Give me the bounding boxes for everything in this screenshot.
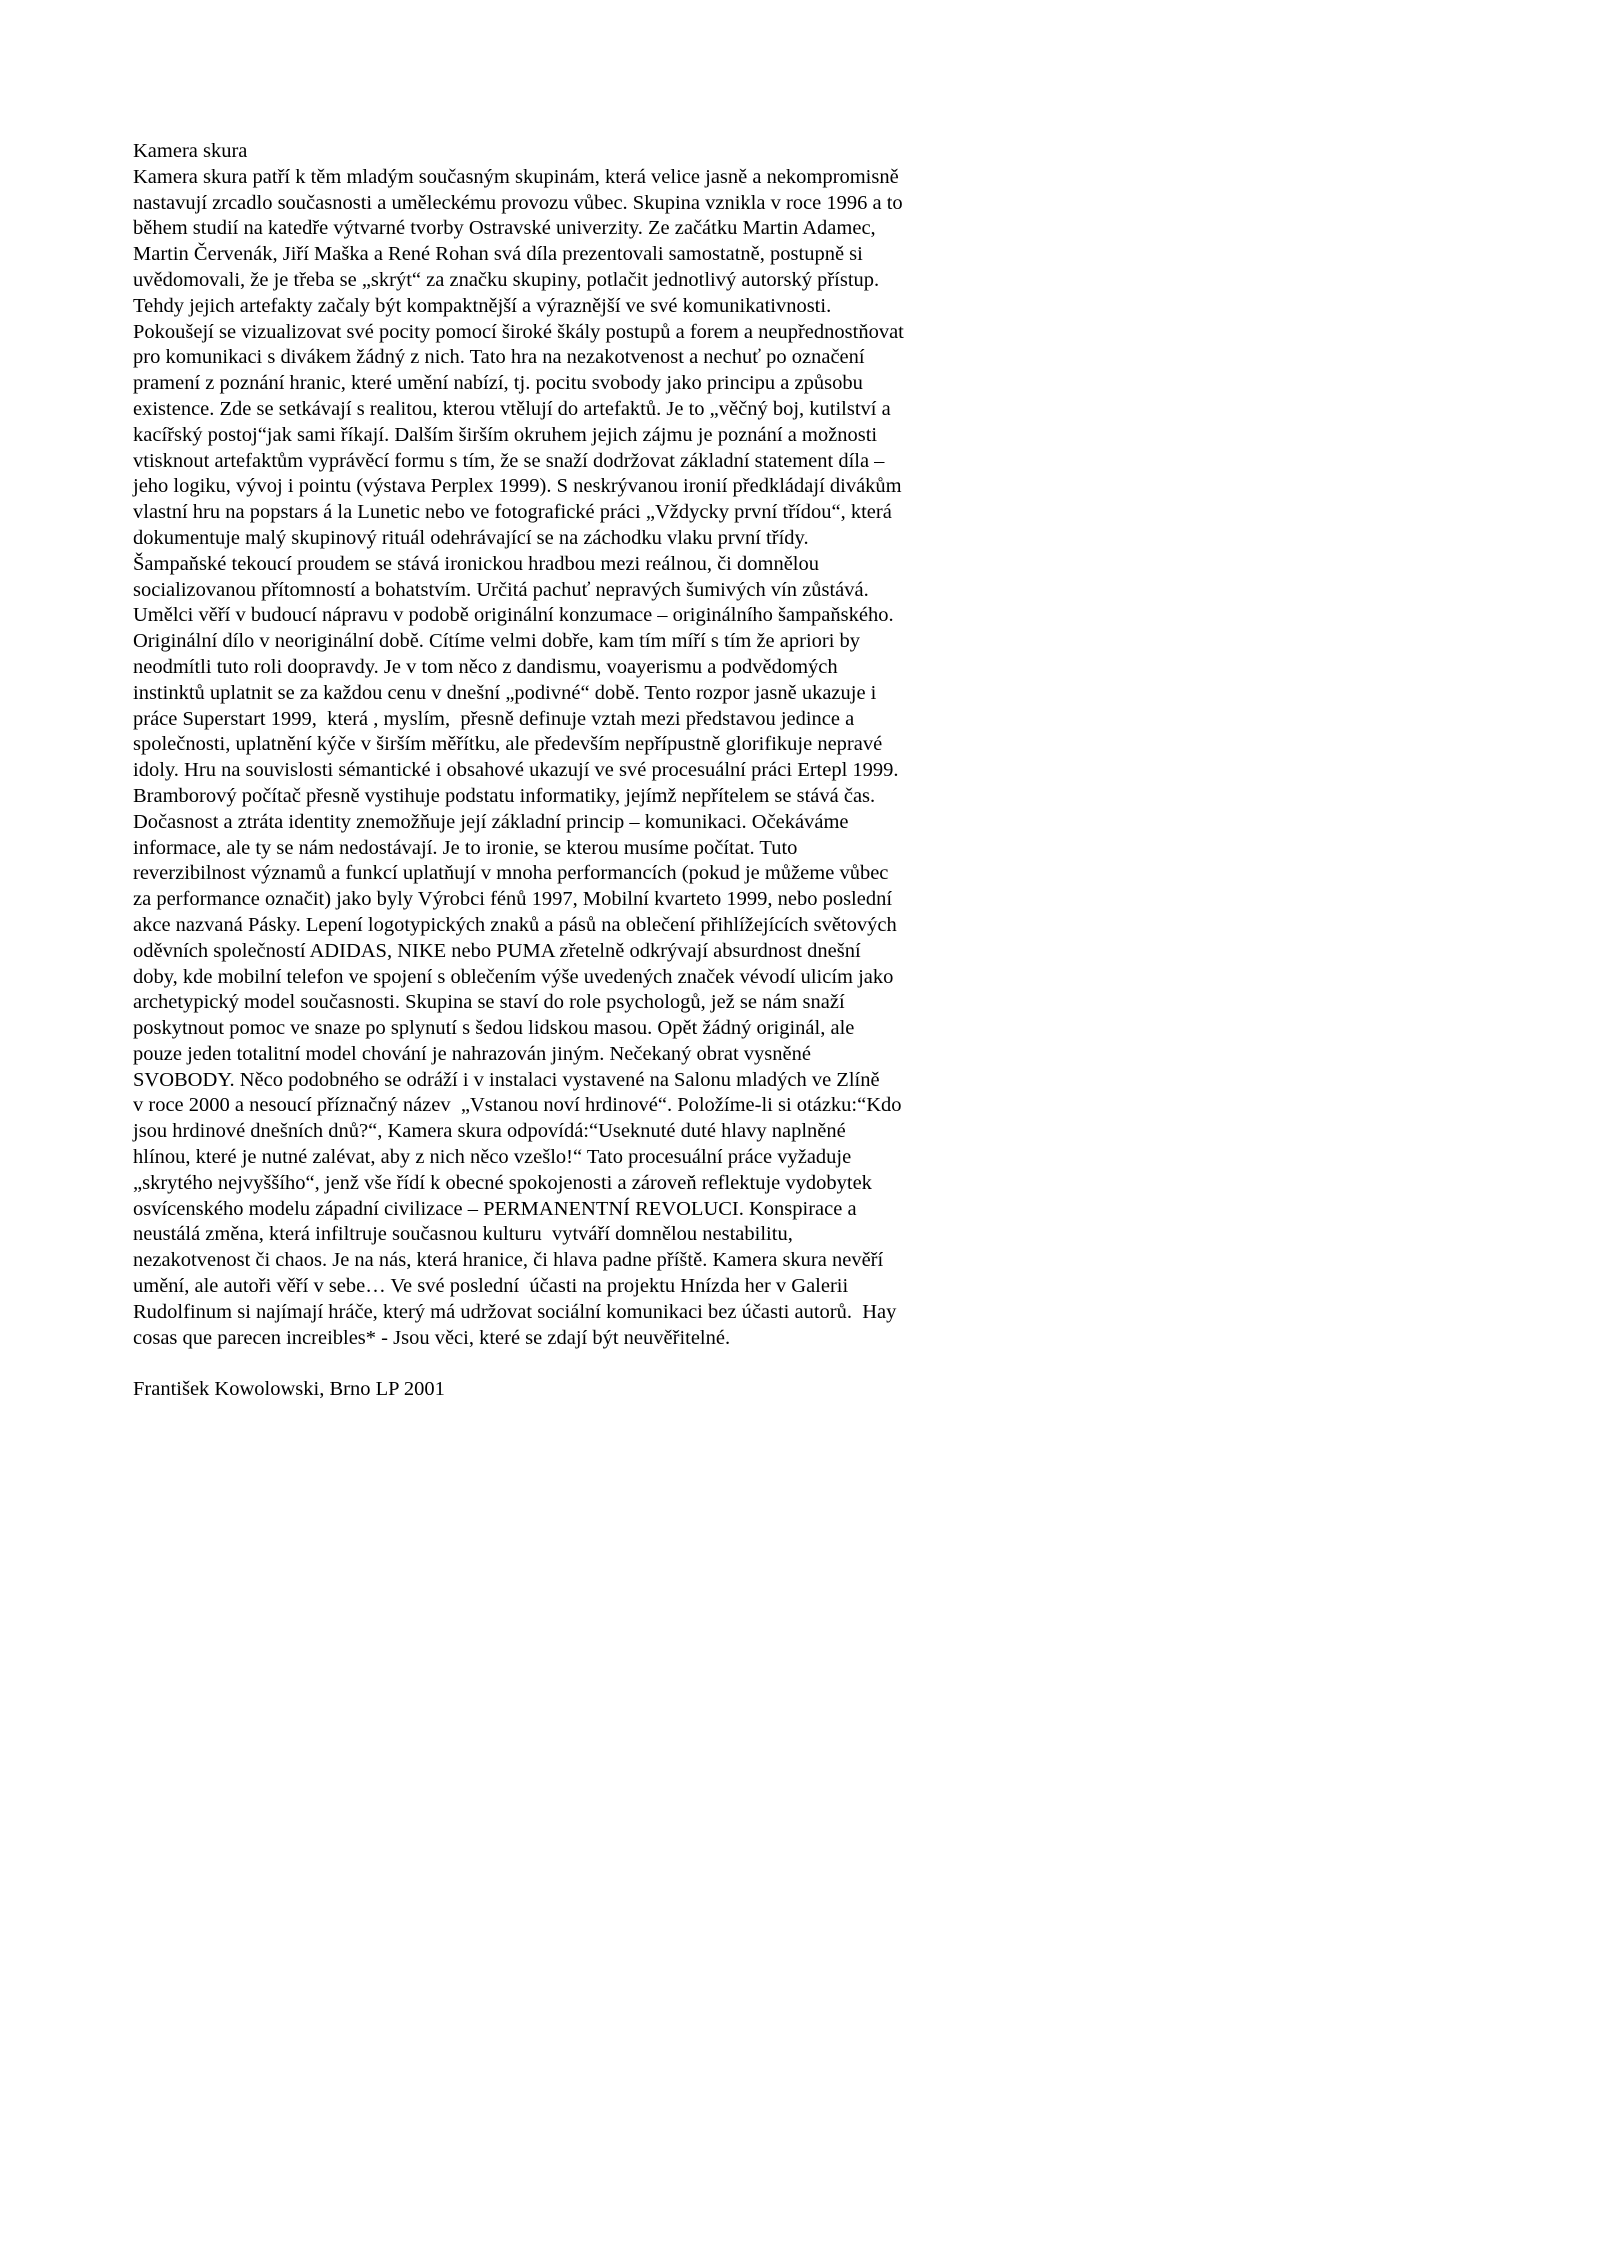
body-text-line: doby, kde mobilní telefon ve spojení s oblečením výše uvedených značek vévodí ulicím jako [133,965,894,988]
body-text-line: za performance označit) jako byly Výrobci fénů 1997, Mobilní kvarteto 1999, nebo poslední [133,888,893,911]
body-text-line: vtisknout artefaktům vyprávěcí formu s tím, že se snaží dodržovat základní statement díla – [133,449,885,472]
body-text-line: jeho logiku, vývoj i pointu (výstava Perplex 1999). S neskrývanou ironií předkládají divákům [133,475,902,498]
body-text-line: neodmítli tuto roli doopravdy. Je v tom něco z dandismu, voayerismu a podvědomých [133,655,838,678]
body-text-line: během studií na katedře výtvarné tvorby Ostravské univerzity. Ze začátku Martin Adamec, [133,217,876,240]
body-text-line: reverzibilnost významů a funkcí uplatňují v mnoha performancích (pokud je můžeme vůbec [133,862,889,885]
body-text-line: dokumentuje malý skupinový rituál odehrávající se na záchodku vlaku první třídy. [133,526,809,549]
document-title: Kamera skura [133,140,248,162]
body-text-line: Dočasnost a ztráta identity znemožňuje její základní princip – komunikaci. Očekáváme [133,810,849,833]
body-text-line: vlastní hru na popstars á la Lunetic nebo ve fotografické práci „Vždycky první třídou“, která [133,501,892,524]
body-text-line: Rudolfinum si najímají hráče, který má udržovat sociální komunikaci bez účasti autorů. Hay [133,1300,897,1323]
body-text-line: společnosti, uplatnění kýče v širším měřítku, ale především nepřípustně glorifikuje nepravé [133,733,883,756]
body-text-line: Umělci věří v budoucí nápravu v podobě originální konzumace – originálního šampaňského. [133,604,894,627]
body-text-line: pouze jeden totalitní model chování je nahrazován jiným. Nečekaný obrat vysněné [133,1042,811,1065]
text-block [133,139,1073,1403]
body-text-line: hlínou, které je nutné zalévat, aby z nich něco vzešlo!“ Tato procesuální práce vyžaduje [133,1146,852,1169]
body-text-line: Pokoušejí se vizualizovat své pocity pomocí široké škály postupů a forem a neupřednostňovat [133,320,904,343]
body-text-line: instinktů uplatnit se za každou cenu v dnešní „podivné“ době. Tento rozpor jasně ukazuje i [133,681,877,704]
body-text-line: poskytnout pomoc ve snaze po splynutí s šedou lidskou masou. Opět žádný originál, ale [133,1017,855,1040]
body-text-line: informace, ale ty se nám nedostávají. Je to ironie, se kterou musíme počítat. Tuto [133,836,798,859]
body-text-line: idoly. Hru na souvislosti sémantické i obsahové ukazují ve své procesuální práci Ertepl 1999. [133,759,899,782]
body-text-line: osvícenského modelu západní civilizace – PERMANENTNÍ REVOLUCI. Konspirace a [133,1197,857,1220]
body-text-line: v roce 2000 a nesoucí příznačný název „Vstanou noví hrdinové“. Položíme-li si otázku:“Kdo [133,1094,902,1117]
body-text-line: socializovanou přítomností a bohatstvím. Určitá pachuť nepravých šumivých vín zůstává. [133,578,869,601]
body-text-line: pro komunikaci s divákem žádný z nich. Tato hra na nezakotvenost a nechuť po označení [133,346,865,369]
body-text-line: „skrytého nejvyššího“, jenž vše řídí k obecné spokojenosti a zároveň reflektuje vydobytek [133,1171,872,1194]
body-text-line: archetypický model současnosti. Skupina se staví do role psychologů, jež se nám snaží [133,991,845,1014]
body-text-line: SVOBODY. Něco podobného se odráží i v instalaci vystavené na Salonu mladých ve Zlíně [133,1068,880,1091]
body-text-line: pramení z poznání hranic, které umění nabízí, tj. pocitu svobody jako principu a způsobu [133,372,863,395]
signature-line: František Kowolowski, Brno LP 2001 [133,1378,445,1401]
body-text-line: neustálá změna, která infiltruje současnou kulturu vytváří domnělou nestabilitu, [133,1223,793,1246]
body-text-line: Martin Červenák, Jiří Maška a René Rohan svá díla prezentovali samostatně, postupně si [133,243,863,266]
body-text-line: nastavují zrcadlo současnosti a uměleckému provozu vůbec. Skupina vznikla v roce 1996 a to [133,191,903,214]
body-text-line: kacířský postoj“jak sami říkají. Dalším širším okruhem jejich zájmu je poznání a možnosti [133,423,878,446]
body-text-line: Tehdy jejich artefakty začaly být kompaktnější a výraznější ve své komunikativnosti. [133,294,832,317]
document-body [133,165,1073,1352]
body-text-line: práce Superstart 1999, která , myslím, přesně definuje vztah mezi představou jedince a [133,707,855,730]
body-text-line: akce nazvaná Pásky. Lepení logotypických znaků a pásů na oblečení přihlížejících světových [133,913,897,936]
body-text-line: umění, ale autoři věří v sebe… Ve své poslední účasti na projektu Hnízda her v Galerii [133,1275,849,1298]
body-text-line: Kamera skura patří k těm mladým současným skupinám, která velice jasně a nekompromisně [133,165,899,188]
body-text-line: existence. Zde se setkávají s realitou, kterou vtělují do artefaktů. Je to „věčný boj, kutilství a [133,397,891,420]
body-text-line: uvědomovali, že je třeba se „skrýt“ za značku skupiny, potlačit jednotlivý autorský přístup. [133,268,880,291]
body-text-line: Originální dílo v neoriginální době. Cítíme velmi dobře, kam tím míří s tím že apriori by [133,630,861,653]
body-text-line: oděvních společností ADIDAS, NIKE nebo PUMA zřetelně odkrývají absurdnost dnešní [133,939,861,962]
body-text-line: Šampaňské tekoucí proudem se stává ironickou hradbou mezi reálnou, či domnělou [133,552,819,575]
body-text-line: cosas que parecen increibles* - Jsou věci, které se zdají být neuvěřitelné. [133,1326,731,1349]
body-text-line: Bramborový počítač přesně vystihuje podstatu informatiky, jejímž nepřítelem se stává čas. [133,784,876,807]
body-text-line: nezakotvenost či chaos. Je na nás, která hranice, či hlava padne příště. Kamera skura nevěří [133,1249,884,1272]
body-text-line: jsou hrdinové dnešních dnů?“, Kamera skura odpovídá:“Useknuté duté hlavy naplněné [133,1120,846,1143]
